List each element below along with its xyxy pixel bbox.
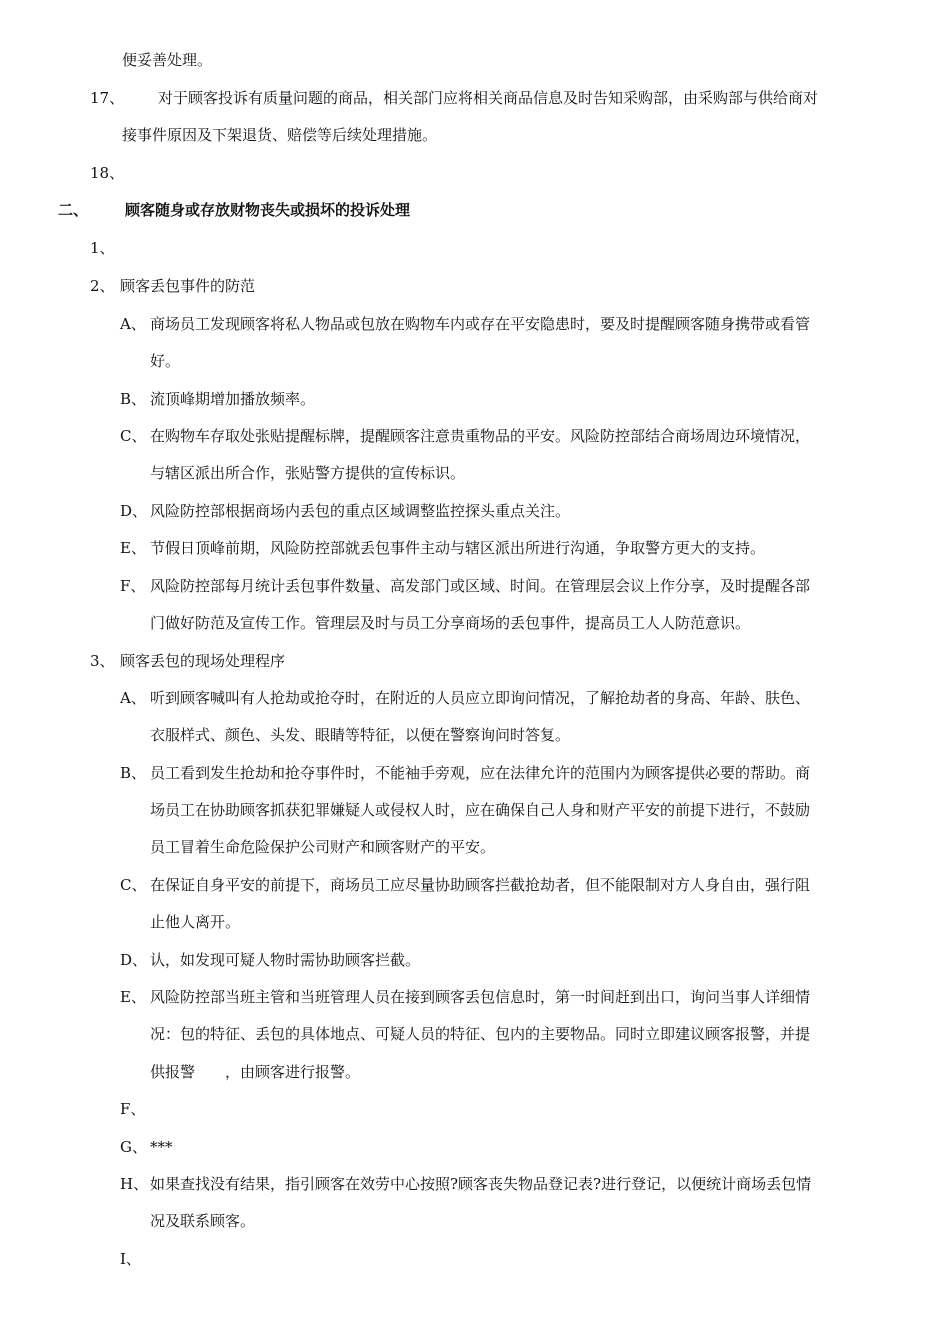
s2-item-c-line-2: 与辖区派出所合作，张贴警方提供的宣传标识。 [150,464,466,482]
s2-item-e-label: E、 [120,539,146,557]
subsection-3-title: 顾客丢包的现场处理程序 [120,652,286,670]
s3-item-g-line-1: *** [150,1138,173,1156]
s3-item-e-line-3: 供报警 ，由顾客进行报警。 [150,1063,361,1081]
item-17-line-2: 接事件原因及下架退货、赔偿等后续处理措施。 [122,126,438,144]
s3-item-b-label: B、 [120,764,147,782]
subsection-2-title: 顾客丢包事件的防范 [120,277,256,295]
s3-item-d-label: D、 [120,951,148,969]
item-number-18: 18、 [90,164,125,182]
s3-item-b-line-2: 场员工在协助顾客抓获犯罪嫌疑人或侵权人时，应在确保自己人身和财产平安的前提下进行，不鼓励 [150,801,811,819]
s3-item-e-label: E、 [120,988,146,1006]
s2-item-c-line-1: 在购物车存取处张贴提醒标牌，提醒顾客注意贵重物品的平安。风险防控部结合商场周边环境情况， [150,427,811,445]
s2-item-a-line-2: 好。 [150,352,181,370]
subsection-3-number: 3、 [90,652,115,670]
s3-item-h-line-2: 况及联系顾客。 [150,1212,256,1230]
s3-item-b-line-3: 员工冒着生命危险保护公司财产和顾客财产的平安。 [150,838,496,856]
s2-item-a-line-1: 商场员工发现顾客将私人物品或包放在购物车内或存在平安隐患时，要及时提醒顾客随身携带或看管 [150,315,811,333]
s2-item-a-label: A、 [120,315,146,333]
s2-item-e-line-1: 节假日顶峰前期，风险防控部就丢包事件主动与辖区派出所进行沟通，争取警方更大的支持。 [150,539,766,557]
s2-item-b-line-1: 流顶峰期增加播放频率。 [150,390,316,408]
paragraph-continuation: 便妥善处理。 [122,51,213,69]
s3-item-a-line-1: 听到顾客喊叫有人抢劫或抢夺时，在附近的人员应立即询问情况，了解抢劫者的身高、年龄、肤色、 [150,689,811,707]
s2-item-b-label: B、 [120,390,147,408]
s3-item-b-line-1: 员工看到发生抢劫和抢夺事件时，不能袖手旁观，应在法律允许的范围内为顾客提供必要的帮助。商 [150,764,811,782]
s2-item-d-line-1: 风险防控部根据商场内丢包的重点区域调整监控探头重点关注。 [150,502,571,520]
s3-item-g-label: G、 [120,1138,147,1156]
s3-item-c-line-2: 止他人离开。 [150,913,241,931]
s2-item-f-line-2: 门做好防范及宣传工作。管理层及时与员工分享商场的丢包事件，提高员工人人防范意识。 [150,614,751,632]
s3-item-d-line-1: 认，如发现可疑人物时需协助顾客拦截。 [150,951,421,969]
s3-item-e-line-2: 况：包的特征、丢包的具体地点、可疑人员的特征、包内的主要物品。同时立即建议顾客报警，并提 [150,1025,811,1043]
s3-item-i-label: I、 [120,1250,141,1268]
item-number-17: 17、 [90,89,125,107]
subsection-2-number: 2、 [90,277,115,295]
s3-item-a-line-2: 衣服样式、颜色、头发、眼睛等特征，以便在警察询问时答复。 [150,726,571,744]
s2-item-f-label: F、 [120,577,146,595]
s2-item-c-label: C、 [120,427,147,445]
section-2-title: 顾客随身或存放财物丧失或损坏的投诉处理 [125,201,411,219]
s3-item-a-label: A、 [120,689,146,707]
s3-item-f-label: F、 [120,1100,146,1118]
s3-item-h-line-1: 如果查找没有结果，指引顾客在效劳中心按照?顾客丧失物品登记表?进行登记，以便统计商场丢包情 [150,1175,812,1193]
item-17-line-1: 对于顾客投诉有质量问题的商品，相关部门应将相关商品信息及时告知采购部，由采购部与供给商对 [158,89,819,107]
subsection-1-number: 1、 [90,239,115,257]
s2-item-f-line-1: 风险防控部每月统计丢包事件数量、高发部门或区域、时间。在管理层会议上作分享，及时提醒各部 [150,577,811,595]
s3-item-c-line-1: 在保证自身平安的前提下，商场员工应尽量协助顾客拦截抢劫者，但不能限制对方人身自由，强行阻 [150,876,811,894]
s3-item-c-label: C、 [120,876,147,894]
s2-item-d-label: D、 [120,502,148,520]
s3-item-h-label: H、 [120,1175,149,1193]
section-2-number: 二、 [58,201,89,219]
s3-item-e-line-1: 风险防控部当班主管和当班管理人员在接到顾客丢包信息时，第一时间赶到出口，询问当事人详细情 [150,988,811,1006]
